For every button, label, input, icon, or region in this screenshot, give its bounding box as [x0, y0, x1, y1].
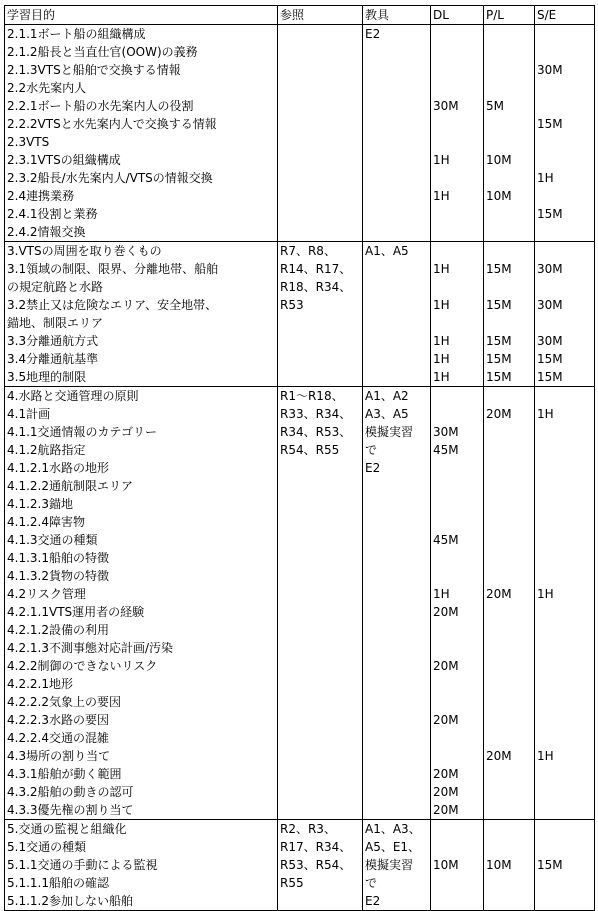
objective-line: 4.2.2制御のできないリスク — [7, 659, 158, 673]
objective-line: 4.1.3交通の種類 — [7, 533, 98, 547]
pl-value — [486, 603, 532, 621]
se-value — [537, 133, 592, 151]
pl-value: 20M — [486, 587, 512, 601]
dl-value: 20M — [433, 767, 459, 781]
dl-value — [433, 25, 481, 43]
header-reference: 参照 — [278, 6, 363, 25]
se-value: 15M — [537, 117, 563, 131]
dl-cell — [431, 387, 484, 820]
se-value: 15M — [537, 858, 563, 872]
pl-value — [486, 25, 532, 43]
dl-value — [433, 621, 481, 639]
se-value — [537, 314, 592, 332]
dl-value — [433, 838, 481, 856]
pl-value — [486, 639, 532, 657]
objective-line: 4.1.2航路指定 — [7, 443, 86, 457]
pl-cell — [484, 387, 535, 820]
objective-line: 4.3場所の割り当て — [7, 749, 111, 763]
objective-line: 2.1.1ボート船の組織構成 — [7, 27, 146, 41]
se-cell — [535, 387, 595, 820]
pl-value — [486, 820, 532, 838]
objective-line: 4.2.1.1VTS運用者の経験 — [7, 605, 145, 619]
pl-value — [486, 133, 532, 151]
pl-value — [486, 765, 532, 783]
objective-line: 4.2.1.2設備の利用 — [7, 623, 109, 637]
objective-line: 4.1.3.2貨物の特徴 — [7, 569, 109, 583]
dl-value: 1H — [433, 189, 450, 203]
objective-line: 4.1.2.4障害物 — [7, 515, 85, 529]
objective-line: 2.3VTS — [7, 135, 50, 149]
teaching-aid-line: E2 — [365, 461, 381, 475]
pl-value — [486, 441, 532, 459]
dl-value — [433, 79, 481, 97]
reference-line: R14、R17、 — [280, 262, 352, 276]
se-value — [537, 513, 592, 531]
objective-line: 3.1領域の制限、限界、分離地帯、船舶 — [7, 262, 219, 276]
se-value — [537, 621, 592, 639]
dl-value — [433, 387, 481, 405]
se-value — [537, 765, 592, 783]
pl-value — [486, 874, 532, 892]
se-value: 15M — [537, 352, 563, 366]
se-value — [537, 820, 592, 838]
pl-value: 15M — [486, 298, 512, 312]
teaching-aid-line: で — [365, 443, 378, 457]
dl-value — [433, 278, 481, 296]
se-value — [537, 79, 592, 97]
dl-value — [433, 892, 481, 910]
teaching-aid-line: A5、E1、 — [365, 840, 421, 854]
se-value — [537, 657, 592, 675]
objective-cell — [5, 820, 278, 911]
dl-value — [433, 729, 481, 747]
pl-value — [486, 549, 532, 567]
pl-cell — [484, 25, 535, 242]
dl-value: 20M — [433, 659, 459, 673]
dl-value — [433, 747, 481, 765]
dl-value — [433, 549, 481, 567]
se-value — [537, 97, 592, 115]
reference-line: R33、R34、 — [280, 407, 352, 421]
dl-value — [433, 314, 481, 332]
teaching-aid-cell — [363, 25, 431, 242]
header-dl: DL — [431, 6, 484, 25]
dl-value: 1H — [433, 352, 450, 366]
se-value — [537, 892, 592, 910]
dl-value — [433, 43, 481, 61]
objective-line: 2.4.2情報交換 — [7, 225, 86, 239]
objective-line: 4.2リスク管理 — [7, 587, 86, 601]
pl-value: 10M — [486, 189, 512, 203]
pl-value — [486, 495, 532, 513]
pl-value — [486, 531, 532, 549]
reference-cell — [278, 25, 363, 242]
dl-value — [433, 61, 481, 79]
teaching-aid-line: A3、A5 — [365, 407, 409, 421]
pl-value — [486, 513, 532, 531]
se-value: 15M — [537, 207, 563, 221]
teaching-aid-cell — [363, 820, 431, 911]
pl-value — [486, 169, 532, 187]
se-value — [537, 278, 592, 296]
se-value: 1H — [537, 587, 554, 601]
objective-line: 錨地、制限エリア — [7, 316, 104, 330]
objective-line: 4.1.2.3錨地 — [7, 497, 73, 511]
pl-value — [486, 205, 532, 223]
pl-value — [486, 423, 532, 441]
pl-value — [486, 783, 532, 801]
se-value — [537, 423, 592, 441]
se-value: 30M — [537, 262, 563, 276]
pl-value — [486, 43, 532, 61]
dl-value: 10M — [433, 858, 459, 872]
dl-cell — [431, 242, 484, 387]
dl-value: 1H — [433, 153, 450, 167]
dl-value — [433, 495, 481, 513]
se-value — [537, 223, 592, 241]
se-cell — [535, 820, 595, 911]
se-value — [537, 242, 592, 260]
pl-value — [486, 801, 532, 819]
dl-value: 30M — [433, 425, 459, 439]
dl-value: 20M — [433, 605, 459, 619]
se-value — [537, 874, 592, 892]
teaching-aid-line: 模擬実習 — [365, 858, 414, 872]
objective-line: の規定航路と水路 — [7, 280, 104, 294]
pl-cell — [484, 820, 535, 911]
se-value — [537, 387, 592, 405]
reference-line: R53 — [280, 298, 304, 312]
header-pl: P/L — [484, 6, 535, 25]
se-value — [537, 43, 592, 61]
se-value — [537, 693, 592, 711]
dl-value: 30M — [433, 99, 459, 113]
pl-value: 5M — [486, 99, 504, 113]
objective-line: 4.3.1船舶が動く範囲 — [7, 767, 122, 781]
dl-value: 1H — [433, 370, 450, 384]
objective-line: 4.1.2.1水路の地形 — [7, 461, 109, 475]
objective-line: 3.4分離通航基準 — [7, 352, 99, 366]
se-value — [537, 838, 592, 856]
pl-value — [486, 729, 532, 747]
dl-value: 1H — [433, 587, 450, 601]
dl-value — [433, 513, 481, 531]
dl-value — [433, 477, 481, 495]
dl-cell — [431, 820, 484, 911]
dl-value — [433, 820, 481, 838]
se-value: 30M — [537, 298, 563, 312]
se-value — [537, 459, 592, 477]
se-value — [537, 603, 592, 621]
objective-line: 3.2禁止又は危険なエリア、安全地帯、 — [7, 298, 218, 312]
objective-line: 5.1交通の種類 — [7, 840, 87, 854]
se-value — [537, 187, 592, 205]
reference-line: R54、R55 — [280, 443, 340, 457]
dl-value — [433, 242, 481, 260]
objective-line: 4.2.1.3不測事態対応計画/汚染 — [7, 641, 174, 655]
objective-line: 2.3.2船長/水先案内人/VTSの情報交換 — [7, 171, 213, 185]
se-cell — [535, 242, 595, 387]
pl-value: 15M — [486, 262, 512, 276]
pl-value — [486, 61, 532, 79]
dl-value — [433, 115, 481, 133]
dl-value — [433, 675, 481, 693]
reference-line: R7、R8、 — [280, 244, 336, 258]
dl-value: 1H — [433, 262, 450, 276]
objective-line: 4.2.2.4交通の混雑 — [7, 731, 109, 745]
header-teaching-aid: 教具 — [363, 6, 431, 25]
dl-value — [433, 874, 481, 892]
objective-line: 4.1.3.1船舶の特徴 — [7, 551, 109, 565]
pl-value — [486, 223, 532, 241]
reference-line: R34、R53、 — [280, 425, 352, 439]
pl-value: 10M — [486, 153, 512, 167]
dl-value — [433, 133, 481, 151]
objective-line: 5.交通の監視と組織化 — [7, 822, 127, 836]
objective-cell — [5, 387, 278, 820]
objective-line: 3.3分離通航方式 — [7, 334, 99, 348]
dl-cell — [431, 25, 484, 242]
dl-value — [433, 223, 481, 241]
reference-cell — [278, 820, 363, 911]
pl-value — [486, 838, 532, 856]
pl-value — [486, 892, 532, 910]
pl-value — [486, 693, 532, 711]
pl-value: 15M — [486, 370, 512, 384]
se-value — [537, 25, 592, 43]
section-row — [5, 387, 595, 820]
objective-line: 3.VTSの周囲を取り巻くもの — [7, 244, 162, 258]
pl-value — [486, 621, 532, 639]
objective-line: 2.2.2VTSと水先案内人で交換する情報 — [7, 117, 217, 131]
pl-value: 15M — [486, 352, 512, 366]
se-value — [537, 711, 592, 729]
header-objective: 学習目的 — [5, 6, 278, 25]
objective-line: 4.1.2.2通航制限エリア — [7, 479, 133, 493]
dl-value — [433, 639, 481, 657]
dl-value: 45M — [433, 533, 459, 547]
pl-value — [486, 115, 532, 133]
objective-cell — [5, 242, 278, 387]
dl-value — [433, 567, 481, 585]
pl-value: 20M — [486, 407, 512, 421]
dl-value — [433, 459, 481, 477]
pl-value — [486, 711, 532, 729]
pl-value: 20M — [486, 749, 512, 763]
se-value: 30M — [537, 334, 563, 348]
reference-line: R55 — [280, 876, 304, 890]
se-cell — [535, 25, 595, 242]
objective-line: 4.水路と交通管理の原則 — [7, 389, 139, 403]
teaching-aid-line: A1、A5 — [365, 244, 409, 258]
section-row — [5, 25, 595, 242]
teaching-aid-line: A1、A3、 — [365, 822, 421, 836]
objective-line: 4.3.3優先権の割り当て — [7, 803, 134, 817]
pl-value — [486, 278, 532, 296]
pl-cell — [484, 242, 535, 387]
objective-line: 4.2.2.3水路の要因 — [7, 713, 109, 727]
pl-value — [486, 459, 532, 477]
objective-line: 4.2.2.1地形 — [7, 677, 73, 691]
dl-value — [433, 169, 481, 187]
objective-line: 5.1.1交通の手動による監視 — [7, 858, 158, 872]
se-value — [537, 729, 592, 747]
objective-line: 2.1.2船長と当直仕官(OOW)の義務 — [7, 45, 198, 59]
se-value — [537, 639, 592, 657]
objective-line: 4.1計画 — [7, 407, 51, 421]
se-value: 1H — [537, 407, 554, 421]
objective-line: 4.2.2.2気象上の要因 — [7, 695, 121, 709]
reference-line: R18、R34、 — [280, 280, 352, 294]
se-value — [537, 531, 592, 549]
pl-value: 15M — [486, 334, 512, 348]
se-value — [537, 477, 592, 495]
objective-line: 2.3.1VTSの組織構成 — [7, 153, 121, 167]
teaching-aid-line: 模擬実習 — [365, 425, 414, 439]
section-row — [5, 820, 595, 911]
dl-value: 20M — [433, 713, 459, 727]
pl-value — [486, 675, 532, 693]
teaching-aid-line: で — [365, 876, 378, 890]
pl-value — [486, 657, 532, 675]
objective-line: 2.1.3VTSと船舶で交換する情報 — [7, 63, 181, 77]
se-value — [537, 567, 592, 585]
se-value — [537, 151, 592, 169]
se-value — [537, 801, 592, 819]
dl-value: 20M — [433, 785, 459, 799]
header-row — [5, 6, 595, 25]
reference-line: R53、R54、 — [280, 858, 352, 872]
dl-value — [433, 693, 481, 711]
reference-line: R17、R34、 — [280, 840, 352, 854]
dl-value: 1H — [433, 334, 450, 348]
reference-line: R1～R18、 — [280, 389, 344, 403]
se-value: 15M — [537, 370, 563, 384]
se-value — [537, 549, 592, 567]
dl-value — [433, 205, 481, 223]
objective-line: 5.1.1.2参加しない船舶 — [7, 894, 133, 908]
objective-line: 2.2水先案内人 — [7, 81, 87, 95]
dl-value: 20M — [433, 803, 459, 817]
se-value — [537, 675, 592, 693]
se-value — [537, 495, 592, 513]
header-se: S/E — [535, 6, 595, 25]
pl-value — [486, 387, 532, 405]
pl-value — [486, 567, 532, 585]
pl-value — [486, 242, 532, 260]
teaching-aid-cell — [363, 387, 431, 820]
reference-cell — [278, 242, 363, 387]
training-schedule-table — [4, 5, 595, 911]
pl-value — [486, 79, 532, 97]
objective-line: 2.4.1役割と業務 — [7, 207, 98, 221]
reference-cell — [278, 387, 363, 820]
dl-value: 45M — [433, 443, 459, 457]
objective-line: 2.4連携業務 — [7, 189, 75, 203]
pl-value: 10M — [486, 858, 512, 872]
objective-line: 2.2.1ボート船の水先案内人の役割 — [7, 99, 194, 113]
objective-line: 4.3.2船舶の動きの認可 — [7, 785, 134, 799]
section-row — [5, 242, 595, 387]
pl-value — [486, 477, 532, 495]
se-value: 1H — [537, 171, 554, 185]
teaching-aid-line: E2 — [365, 27, 381, 41]
se-value — [537, 441, 592, 459]
se-value — [537, 783, 592, 801]
dl-value: 1H — [433, 298, 450, 312]
teaching-aid-line: A1、A2 — [365, 389, 409, 403]
objective-line: 4.1.1交通情報のカテゴリー — [7, 425, 158, 439]
pl-value — [486, 314, 532, 332]
objective-cell — [5, 25, 278, 242]
reference-line: R2、R3、 — [280, 822, 336, 836]
teaching-aid-line: E2 — [365, 894, 381, 908]
se-value: 30M — [537, 63, 563, 77]
se-value: 1H — [537, 749, 554, 763]
objective-line: 3.5地理的制限 — [7, 370, 87, 384]
dl-value — [433, 405, 481, 423]
objective-line: 5.1.1.1船舶の確認 — [7, 876, 109, 890]
teaching-aid-cell — [363, 242, 431, 387]
